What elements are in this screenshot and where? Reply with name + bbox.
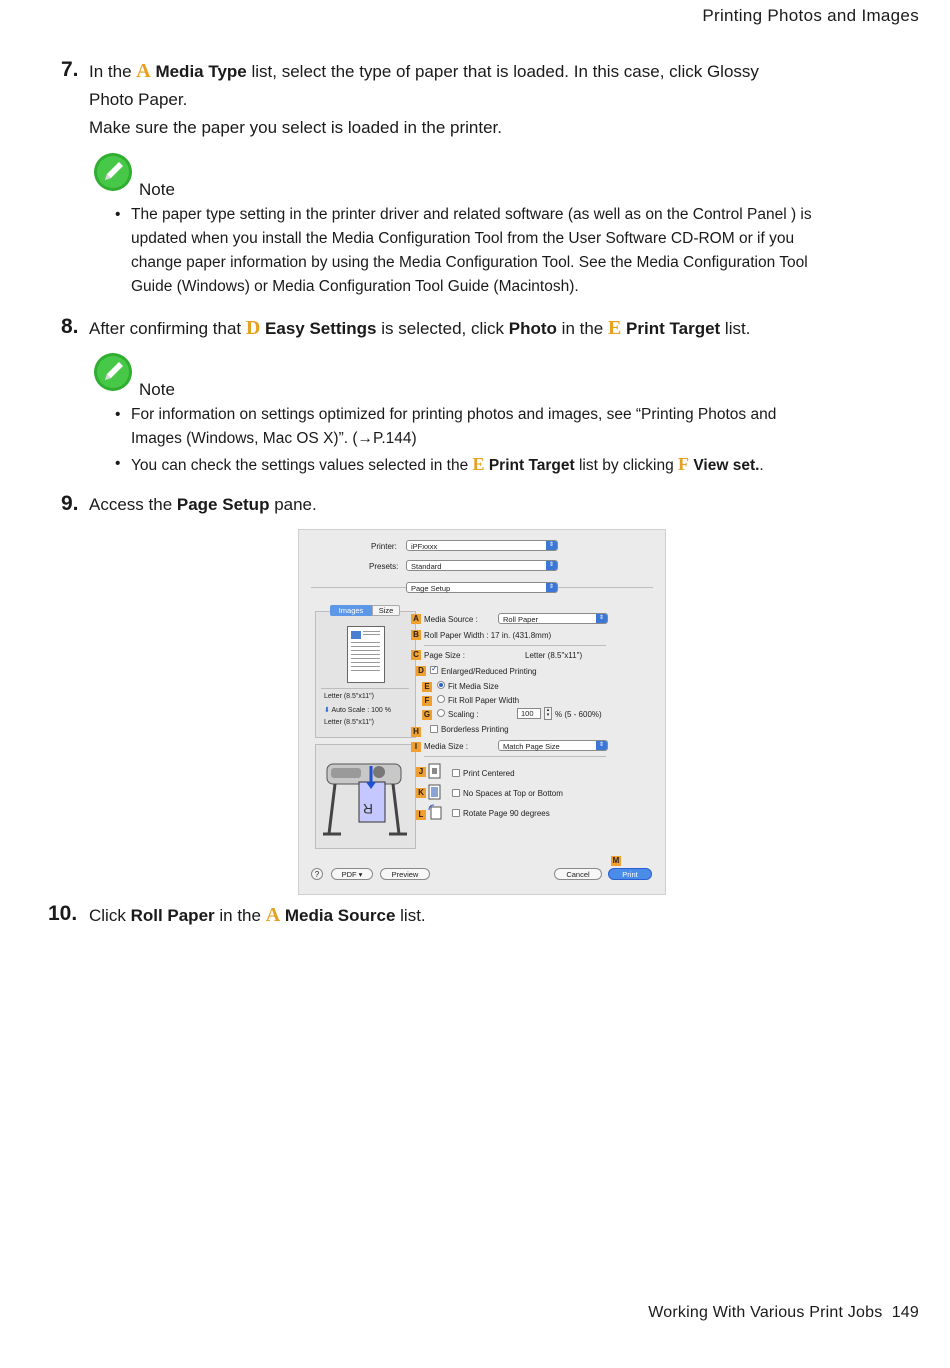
note-label: Note [139, 180, 175, 199]
borderless-checkbox[interactable] [430, 725, 438, 733]
printer-label: Printer: [371, 542, 397, 551]
presets-select[interactable] [406, 560, 558, 571]
footer-chapter: Working With Various Print Jobs [648, 1304, 883, 1321]
step-7-line2: Photo Paper. [89, 90, 188, 109]
callout-letter-a: A [136, 60, 151, 82]
rotate-page-icon [428, 804, 442, 820]
running-header: Printing Photos and Images [702, 6, 919, 25]
callout-tag-h: H [411, 727, 421, 737]
page-number: 149 [891, 1304, 919, 1321]
step-9-t1: Access the [89, 495, 177, 514]
note-pencil-icon [93, 152, 133, 192]
print-centered-icon [428, 763, 441, 779]
step-10-t1: Click [89, 906, 131, 925]
tab-images[interactable]: Images [330, 605, 372, 616]
page-setup-dialog [298, 529, 666, 895]
media-size-value: Match Page Size [503, 742, 560, 751]
note-label: Note [139, 380, 175, 399]
step-number-7: 7. [61, 58, 79, 81]
page-thumbnail [347, 626, 385, 683]
down-arrow-icon: ⬇ [324, 707, 330, 714]
printer-select[interactable] [406, 540, 558, 551]
popup-arrows-icon: ⇕ [546, 541, 557, 550]
note-1-line2: updated when you install the Media Configuration Tool from the User Software CD-ROM or if you [131, 230, 795, 247]
step-number-9: 9. [61, 492, 79, 515]
step-8-t3: in the [556, 319, 608, 338]
media-source-label: Media Source : [424, 615, 478, 624]
step-8-photo: Photo [508, 319, 557, 338]
note-1-bullet: • The paper type setting in the printer driver and related software (as well as on the Control Panel ) is updated when you install the Media Configuration Tool from the User Software CD-ROM or if you change paper information by using the Media Configuration Tool. See the Media Configuration Tool Guide (Windows) or Media Configuration Tool Guide (Macintosh). [131, 203, 812, 299]
note-2-line1: For information on settings optimized for printing photos and images, see “Printing Photos and [131, 406, 777, 423]
popup-arrows-icon: ⇕ [596, 614, 607, 623]
pane-value: Page Setup [411, 584, 451, 593]
no-spaces-checkbox[interactable] [452, 789, 460, 797]
note-1-line3: change paper information by using the Media Configuration Tool. See the Media Configuration Tool [131, 254, 808, 271]
note-1-line1: The paper type setting in the printer driver and related software (as well as on the Control Panel ) is [131, 206, 812, 223]
scaling-input[interactable]: 100 [517, 708, 541, 719]
callout-tag-f: F [422, 696, 432, 706]
callout-letter-a: A [265, 904, 281, 926]
step-9-page-setup: Page Setup [176, 495, 270, 514]
note-2-bullet-1: • For information on settings optimized for printing photos and images, see “Printing Photos and Images (Windows, Mac OS X)”. (→P.144) [131, 403, 776, 451]
preview-button[interactable]: Preview [380, 868, 430, 880]
scaling-stepper[interactable]: ▴ ▾ [544, 707, 552, 720]
step-8-t4: list. [720, 319, 751, 338]
page-size-value: Letter (8.5"x11") [525, 651, 583, 660]
fit-media-size-label: Fit Media Size [448, 682, 499, 691]
step-7-line3: Make sure the paper you select is loaded in the printer. [89, 118, 502, 137]
pdf-button[interactable]: PDF ▾ [331, 868, 373, 880]
presets-label: Presets: [369, 562, 399, 571]
step-8-text [89, 314, 750, 343]
rotate-page-label: Rotate Page 90 degrees [463, 809, 550, 818]
no-spaces-icon [428, 784, 441, 800]
print-centered-label: Print Centered [463, 769, 515, 778]
media-size-label: Media Size : [424, 742, 469, 751]
callout-letter-e: E [607, 317, 622, 339]
callout-letter-d: D [245, 317, 261, 339]
callout-tag-g: G [423, 710, 431, 719]
divider [321, 688, 409, 689]
note-2-print-target: Print Target [484, 457, 575, 474]
preview-auto-scale [324, 706, 391, 714]
note-2-b2-t1: You can check the settings values selected in the [131, 457, 473, 474]
pane-select[interactable] [406, 582, 558, 593]
popup-arrows-icon: ⇕ [596, 741, 607, 750]
step-10-t2: in the [214, 906, 266, 925]
media-size-select[interactable] [498, 740, 608, 751]
note-2-line2: Images (Windows, Mac OS X)”. (→P.144) [131, 430, 417, 447]
step-number-8: 8. [61, 315, 79, 338]
print-button[interactable]: Print [608, 868, 652, 880]
note-1-line4: Guide (Windows) or Media Configuration Tool Guide (Macintosh). [131, 278, 579, 295]
media-source-select[interactable] [498, 613, 608, 624]
callout-tag-d: D [416, 666, 426, 676]
no-spaces-label: No Spaces at Top or Bottom [463, 789, 563, 798]
fit-media-size-radio[interactable] [437, 681, 445, 689]
callout-tag-c: C [411, 650, 421, 660]
note-2-bullet-2: • You can check the settings values selected in the E Print Target list by clicking F View set.. [115, 454, 764, 474]
rotate-page-checkbox[interactable] [452, 809, 460, 817]
callout-tag-l: L [416, 810, 426, 820]
note-2-b2-t3: . [759, 457, 764, 474]
step-10-text [89, 901, 426, 930]
popup-arrows-icon: ⇕ [546, 561, 557, 570]
step-7-text [89, 57, 759, 142]
large-format-printer-icon [319, 752, 409, 842]
help-button[interactable]: ? [311, 868, 323, 880]
print-centered-checkbox[interactable] [452, 769, 460, 777]
callout-tag-m: M [612, 856, 620, 865]
callout-tag-b: B [411, 630, 421, 640]
svg-text:R: R [362, 801, 373, 817]
fit-roll-width-label: Fit Roll Paper Width [448, 696, 520, 705]
divider [424, 756, 606, 757]
step-8-t1: After confirming that [89, 319, 246, 338]
page-size-label: Page Size : [424, 651, 465, 660]
callout-tag-e: E [422, 682, 432, 692]
step-10-roll-paper: Roll Paper [130, 906, 215, 925]
preview-paper-size: Letter (8.5"x11") [324, 693, 374, 700]
tab-size[interactable]: Size [372, 605, 400, 616]
presets-value: Standard [411, 562, 442, 571]
roll-paper-width: Roll Paper Width : 17 in. (431.8mm) [424, 631, 552, 640]
popup-arrows-icon: ⇕ [546, 583, 557, 592]
step-7-t1: In the [89, 62, 137, 81]
callout-tag-i: I [411, 742, 421, 752]
preview-auto-scale-text: Auto Scale : 100 % [331, 707, 391, 714]
divider [424, 645, 606, 646]
media-source-value: Roll Paper [503, 615, 539, 624]
step-number-10: 10. [48, 902, 78, 925]
enlarged-reduced-checkbox[interactable] [430, 666, 438, 674]
scaling-label: Scaling : [448, 710, 479, 719]
callout-tag-k: K [416, 788, 426, 798]
scaling-radio[interactable] [437, 709, 445, 717]
step-8-t2: is selected, click [376, 319, 509, 338]
step-9-t2: pane. [269, 495, 317, 514]
callout-letter-e: E [472, 454, 485, 474]
enlarged-reduced-label: Enlarged/Reduced Printing [441, 667, 537, 676]
running-footer [648, 1304, 919, 1322]
printer-value: iPFxxxx [411, 542, 438, 551]
scaling-range: % (5 - 600%) [555, 710, 602, 719]
borderless-label: Borderless Printing [441, 725, 509, 734]
cancel-button[interactable]: Cancel [554, 868, 602, 880]
step-10-media-source: Media Source [280, 906, 396, 925]
step-9-text [89, 491, 317, 519]
note-2-b2-t2: list by clicking [574, 457, 679, 474]
step-7-media-type: Media Type [150, 62, 247, 81]
step-8-print-target: Print Target [621, 319, 721, 338]
step-8-easy-settings: Easy Settings [260, 319, 377, 338]
step-10-t3: list. [395, 906, 426, 925]
callout-letter-f: F [678, 454, 690, 474]
callout-tag-a: A [411, 614, 421, 624]
callout-tag-j: J [416, 767, 426, 777]
note-2-view-set: View set. [689, 457, 760, 474]
step-7-t2: list, select the type of paper that is loaded. In this case, click Glossy [246, 62, 759, 81]
note-pencil-icon [93, 352, 133, 392]
fit-roll-width-radio[interactable] [437, 695, 445, 703]
preview-output-size: Letter (8.5"x11") [324, 719, 374, 726]
